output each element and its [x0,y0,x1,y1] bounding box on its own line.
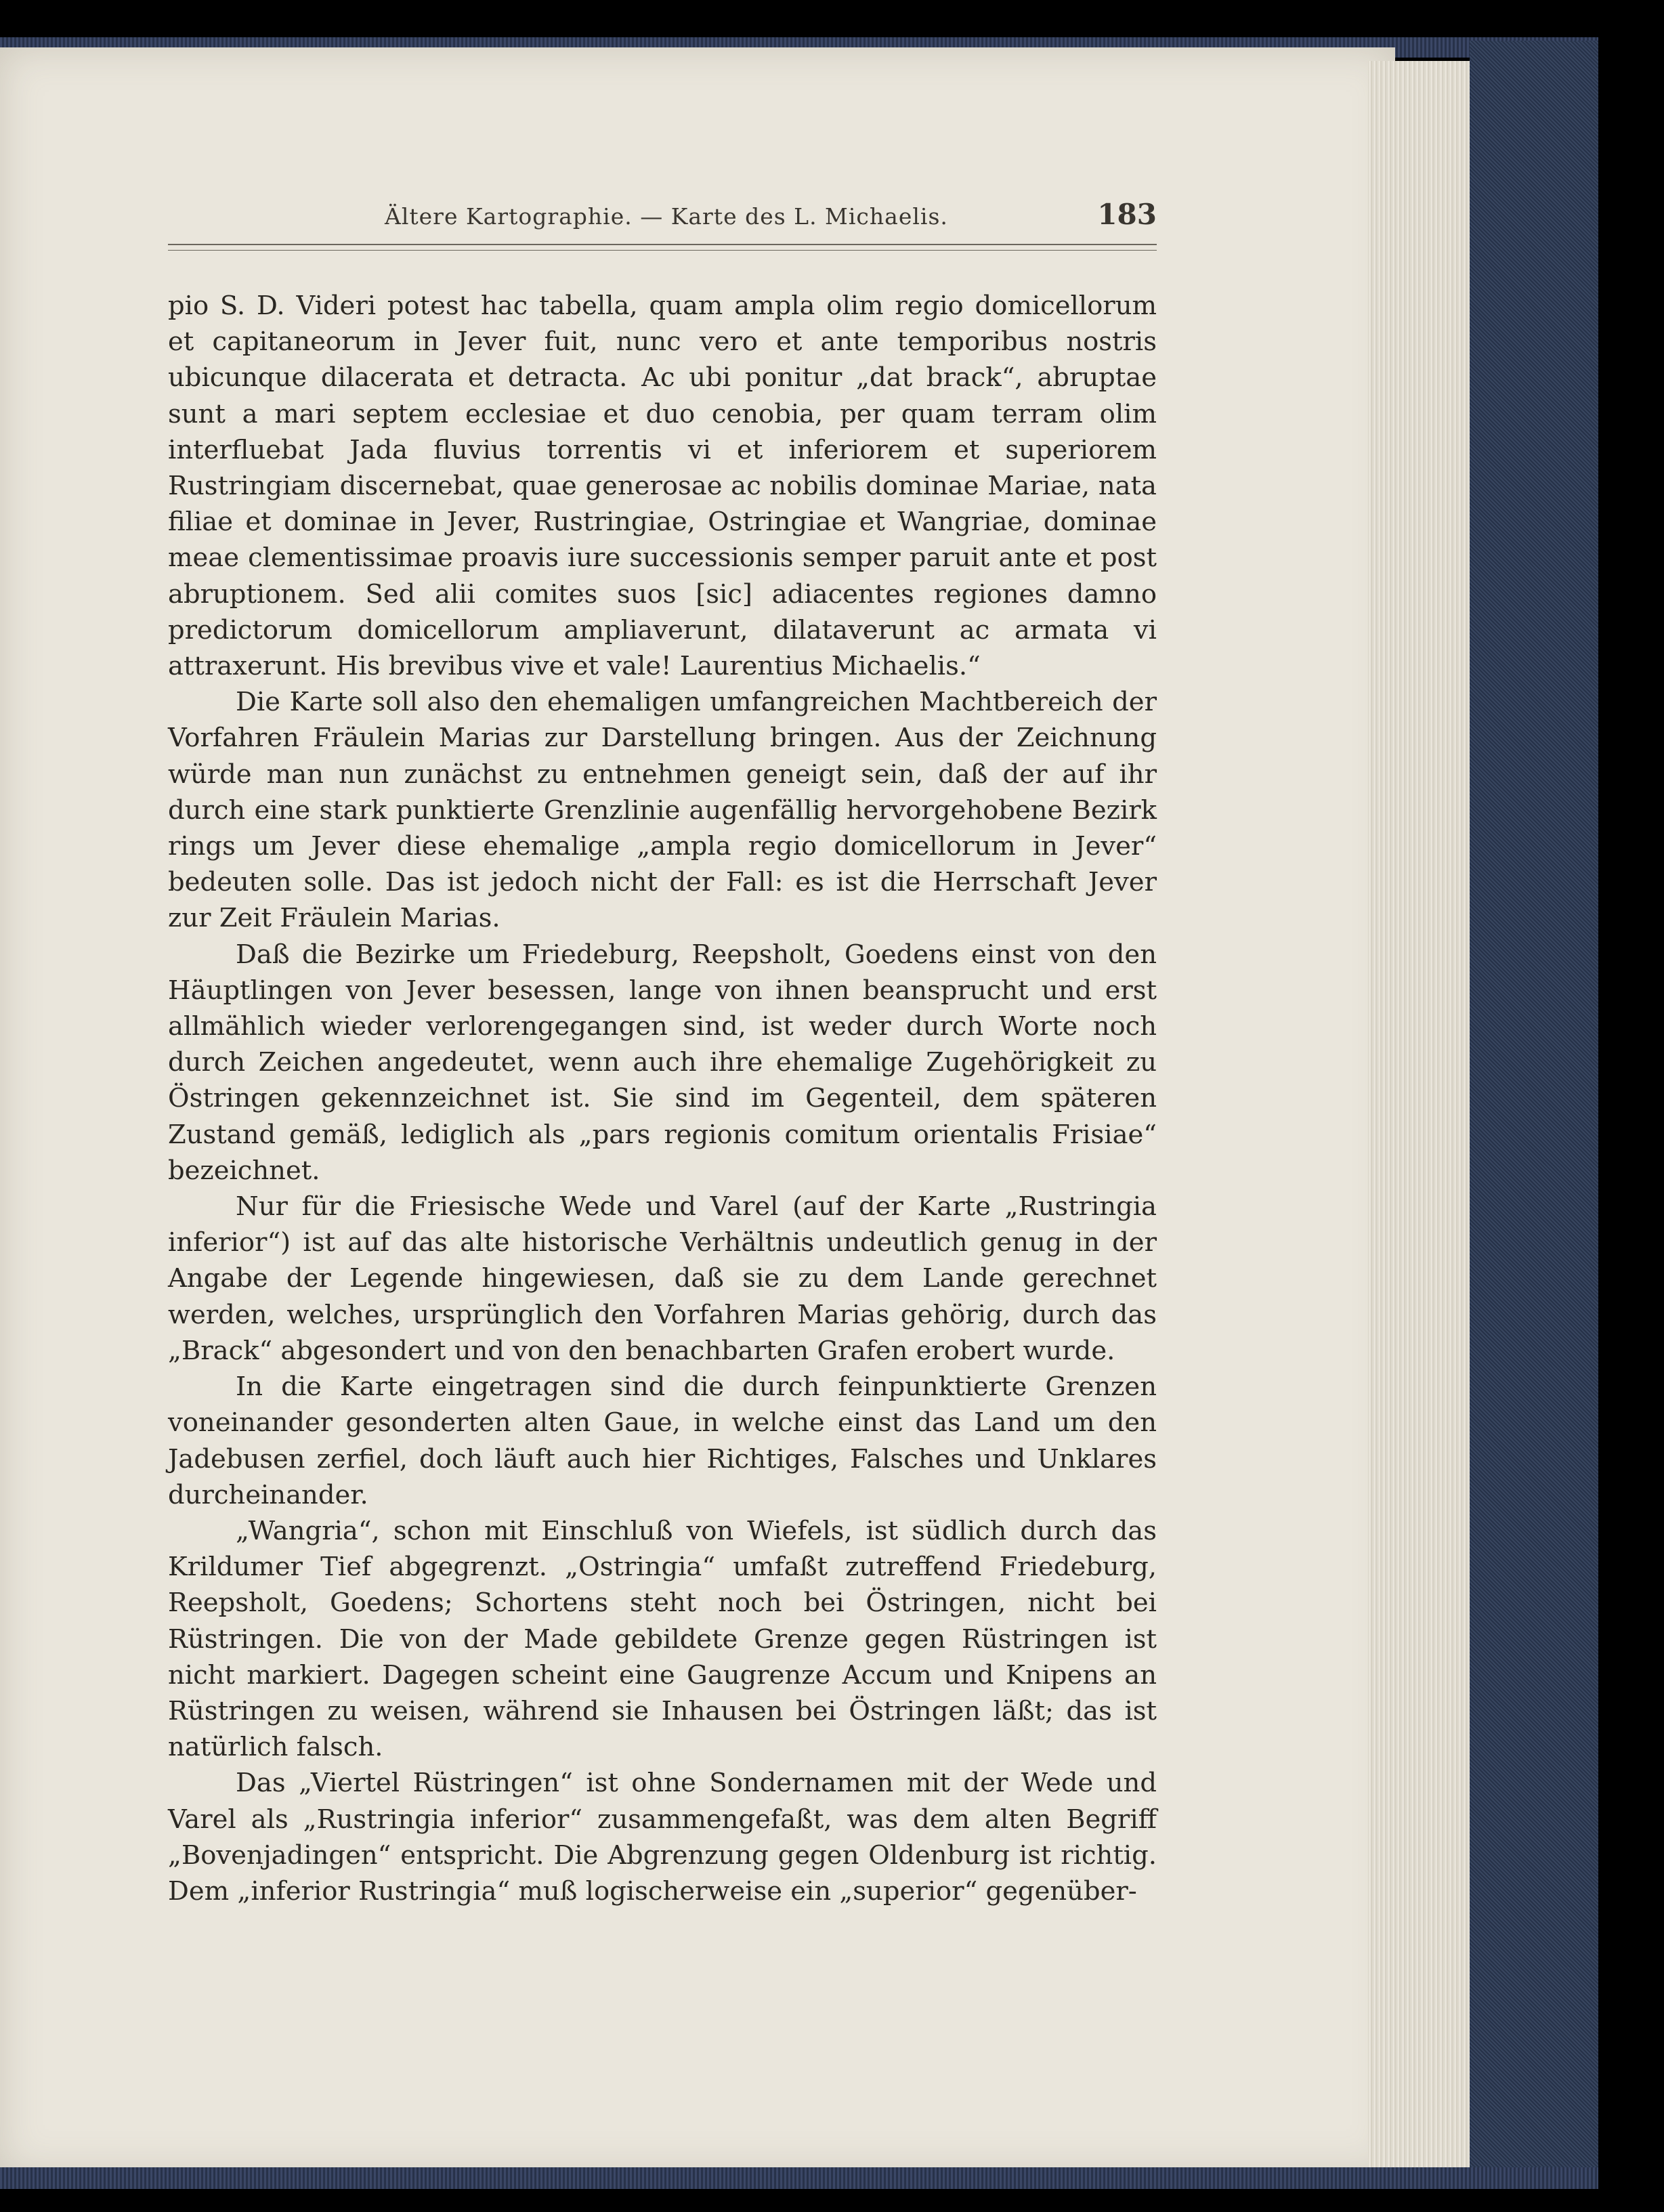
book-cover-side [1470,41,1598,2188]
page-header [168,196,1157,237]
running-head: Ältere Kartographie. — Karte des L. Michaelis. [385,203,948,230]
header-rule [168,244,1157,251]
page-stack-edges [1368,61,1470,2167]
paragraph-4: Nur für die Friesische Wede und Varel (auf der Karte „Rustringia inferior“) ist auf das alte historische Verhältnis undeutlich genug in der Angabe der Legende hingewiesen, daß sie zu dem Lande gerechnet werden, welches, ursprünglich den Vorfahren Marias gehörig, durch das „Brack“ abgesondert und von den benachbarten Grafen erobert wurde. [168,1191,1157,1366]
paragraph-7: Das „Viertel Rüstringen“ ist ohne Sondernamen mit der Wede und Varel als „Rustringia inferior“ zusammengefaßt, was dem alten Begriff „Bovenjadingen“ entspricht. Die Abgrenzung gegen Oldenburg ist richtig. Dem „inferior Rustringia“ muß logischerweise ein „superior“ gegenüber- [168,1768,1157,1907]
paragraph-5: In die Karte eingetragen sind die durch feinpunktierte Grenzen voneinander gesonderten alten Gaue, in welche einst das Land um den Jadebusen zerfiel, doch läuft auch hier Richtiges, Falsches und Unklares durcheinander. [168,1371,1157,1510]
book-cover-bottom-edge [0,2167,1598,2189]
paragraph-1: pio S. D. Videri potest hac tabella, quam ampla olim regio domicellorum et capitaneorum in Jever fuit, nunc vero et ante temporibus nostris ubicunque dilacerata et detracta. Ac ubi ponitur „dat brack“, abruptae sunt a mari septem ecclesiae et duo cenobia, per quam terram olim interfluebat Jada fluvius torrentis vi et inferiorem et superiorem Rustringiam discernebat, quae generosae ac nobilis dominae Mariae, nata filiae et dominae in Jever, Rustringiae, Ostringiae et Wangriae, dominae meae clementissimae proavis iure successionis semper paruit ante et post abruptionem. Sed alii comites suos [sic] adiacentes regiones damno predictorum domicellorum ampliaverunt, dilataverunt ac armata vi attraxerunt. His brevibus vive et vale! Laurentius Michaelis.“ [168,291,1157,682]
paragraph-3: Daß die Bezirke um Friedeburg, Reepsholt, Goedens einst von den Häuptlingen von Jever besessen, lange von ihnen beansprucht und erst allmählich wieder verlorengegangen sind, ist weder durch Worte noch durch Zeichen angedeutet, wenn auch ihre ehemalige Zugehörigkeit zu Östringen gekennzeichnet ist. Sie sind im Gegenteil, dem späteren Zustand gemäß, lediglich als „pars regionis comitum orientalis Frisiae“ bezeichnet. [168,939,1157,1186]
paragraph-6: „Wangria“, schon mit Einschluß von Wiefels, ist südlich durch das Krildumer Tief abgegrenzt. „Ostringia“ umfaßt zutreffend Friedeburg, Reepsholt, Goedens; Schortens steht noch bei Östringen, nicht bei Rüstringen. Die von der Made gebildete Grenze gegen Rüstringen ist nicht markiert. Dagegen scheint eine Gaugrenze Accum und Knipens an Rüstringen zu weisen, während sie Inhausen bei Östringen läßt; das ist natürlich falsch. [168,1515,1157,1763]
paragraph-2: Die Karte soll also den ehemaligen umfangreichen Machtbereich der Vorfahren Fräulein Marias zur Darstellung bringen. Aus der Zeichnung würde man nun zunächst zu entnehmen geneigt sein, daß der auf ihr durch eine stark punktierte Grenzlinie augenfällig hervorgehobene Bezirk rings um Jever diese ehemalige „ampla regio domicellorum in Jever“ bedeuten solle. Das ist jedoch nicht der Fall: es ist die Herrschaft Jever zur Zeit Fräulein Marias. [168,687,1157,934]
page-number: 183 [1097,198,1157,231]
body-text [168,288,1157,1909]
